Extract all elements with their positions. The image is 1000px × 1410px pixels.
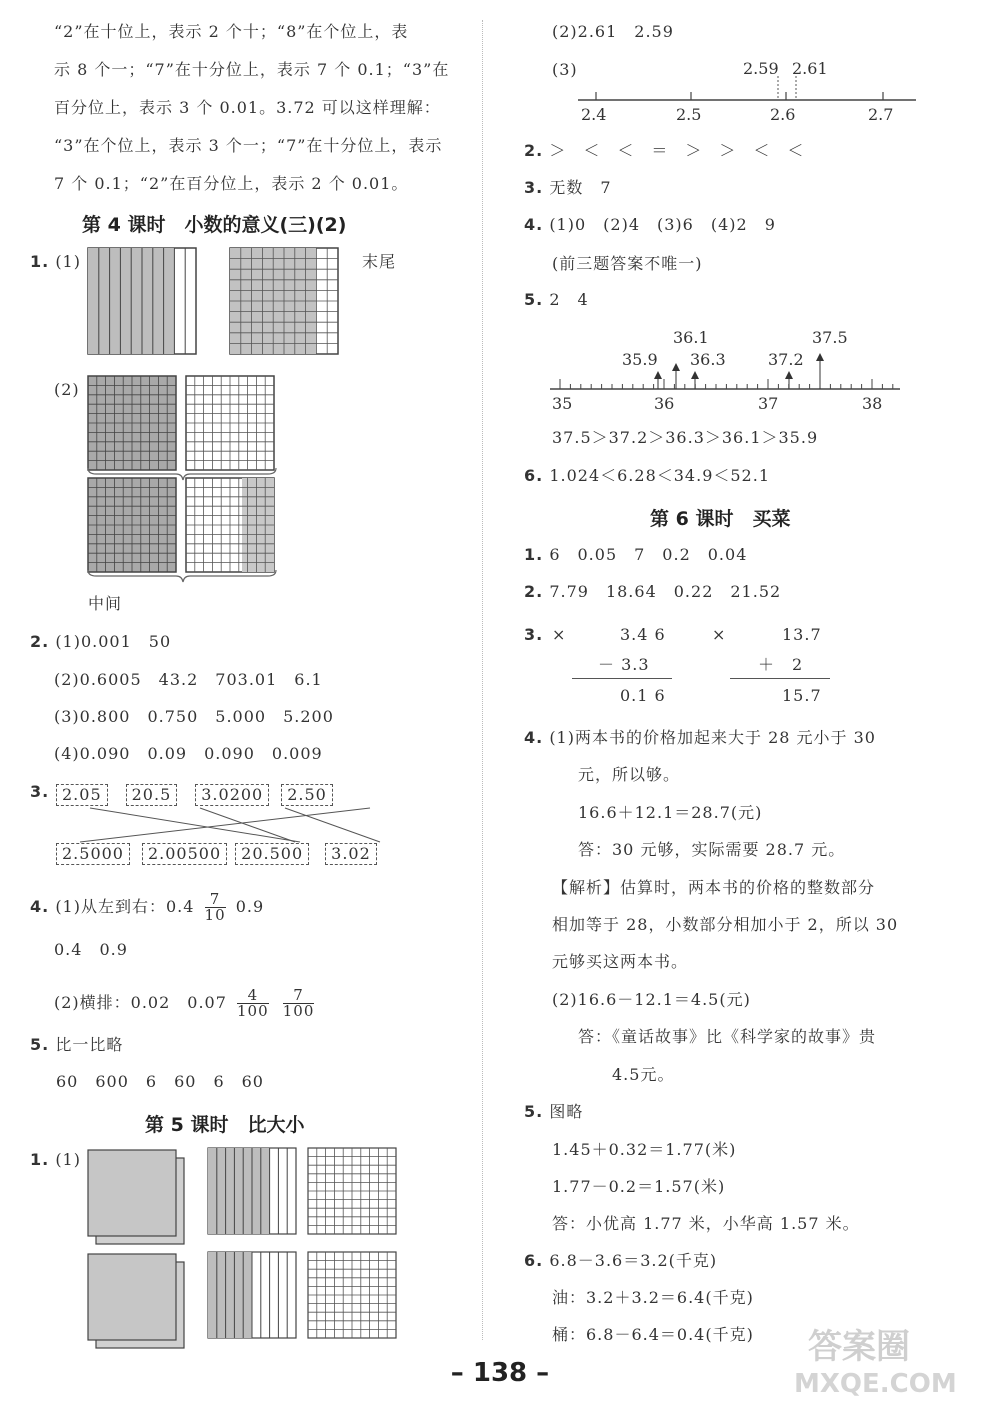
question-number: 6. xyxy=(524,1251,544,1270)
answer-line: (2)2.61 2.59 xyxy=(552,22,674,41)
answer-text: 2 4 xyxy=(549,290,589,309)
answer-line: 37.5＞37.2＞36.3＞36.1＞35.9 xyxy=(552,428,819,447)
svg-text:答案圈: 答案圈 xyxy=(808,1327,910,1367)
answer-line: 元，所以够。 xyxy=(578,765,681,784)
matching-box: 2.5000 xyxy=(56,843,130,865)
number-line-2 xyxy=(550,325,910,415)
question-number: 5. xyxy=(30,1035,50,1054)
answer-text: (1)两本书的价格加起来大于 28 元小于 30 xyxy=(549,728,876,747)
mark-label: 2.61 xyxy=(792,59,828,78)
question-number: 4. xyxy=(524,728,544,747)
answer-text: (1)0 (2)4 (3)6 (4)2 9 xyxy=(549,215,776,234)
tick-label: 2.4 xyxy=(581,105,607,124)
question-number: 2. xyxy=(30,632,50,651)
calc-operand: － 3.3 xyxy=(598,655,650,674)
answer-line: 1.45＋0.32＝1.77(米) xyxy=(552,1140,737,1159)
tick-label: 37 xyxy=(758,394,779,413)
analysis-line: 元够买这两本书。 xyxy=(552,952,689,971)
grid-hundredths-empty xyxy=(308,1148,398,1238)
answer-line: 1.77－0.2＝1.57(米) xyxy=(552,1177,726,1196)
fraction: $\frac{4}{100}$ xyxy=(237,986,269,1020)
question-number: 5. xyxy=(524,290,544,309)
answer-line: 油：3.2＋3.2＝6.4(千克) xyxy=(552,1288,754,1307)
stacked-squares-2 xyxy=(88,1254,188,1350)
calc-rule xyxy=(572,678,672,679)
calc-operand: 13.7 xyxy=(782,625,822,644)
intro-line-2: 示 8 个一；“7”在十分位上，表示 7 个 0.1；“3”在 xyxy=(54,60,450,79)
answer-text: 无数 7 xyxy=(549,178,612,197)
answer-text: 图略 xyxy=(549,1102,584,1121)
answer-text: (1)从左到右：0.4 xyxy=(55,897,195,916)
answer-line: 60 600 6 60 6 60 xyxy=(56,1072,264,1091)
note-middle: 中间 xyxy=(88,594,123,613)
lesson-4-title: 第 4 课时 小数的意义(三)(2) xyxy=(82,214,347,236)
answer-line: (3)0.800 0.750 5.000 5.200 xyxy=(54,707,334,726)
question-number: 2. xyxy=(524,582,544,601)
tick-label: 2.5 xyxy=(676,105,702,124)
answer-line: 4.5元。 xyxy=(612,1065,675,1084)
page-number: – 138 – xyxy=(450,1358,550,1388)
question-number: 3. xyxy=(524,625,544,644)
mark-label: 35.9 xyxy=(622,350,658,369)
grid-tenths-shaded xyxy=(88,248,198,356)
tick-label: 2.7 xyxy=(868,105,894,124)
matching-box: 2.00500 xyxy=(142,843,227,865)
answer-line: 答：《童话故事》比《科学家的故事》贵 xyxy=(578,1027,877,1046)
answer-line: 16.6＋12.1＝28.7(元) xyxy=(578,803,763,822)
tick-label: 36 xyxy=(654,394,675,413)
question-number: 4. xyxy=(524,215,544,234)
answer-line: 桶：6.8－6.4＝0.4(千克) xyxy=(552,1325,754,1344)
answer-note: (前三题答案不唯一) xyxy=(552,254,703,273)
answer-text: 比一比略 xyxy=(55,1035,124,1054)
grid-tenths-7 xyxy=(208,1148,298,1238)
part-label: (1) xyxy=(55,1150,81,1169)
matching-box: 2.50 xyxy=(281,784,333,806)
fraction: $\frac{7}{10}$ xyxy=(204,890,226,924)
lesson-6-title: 第 6 课时 买菜 xyxy=(650,508,791,530)
intro-line-4: “3”在个位上，表示 3 个一；“7”在十分位上，表示 xyxy=(54,136,443,155)
intro-line-1: “2”在十位上，表示 2 个十；“8”在个位上，表 xyxy=(54,22,409,41)
svg-text:MXQE.COM: MXQE.COM xyxy=(794,1369,957,1399)
lesson-5-title: 第 5 课时 比大小 xyxy=(145,1114,305,1136)
tick-label: 2.6 xyxy=(770,105,796,124)
brace-2 xyxy=(88,566,278,584)
mark-label: 2.59 xyxy=(743,59,779,78)
grid-hundredths-empty-2 xyxy=(308,1252,398,1342)
matching-box: 20.5 xyxy=(126,784,178,806)
intro-line-3: 百分位上，表示 3 个 0.01。3.72 可以这样理解： xyxy=(54,98,441,117)
matching-lines xyxy=(60,806,400,846)
intro-line-5: 7 个 0.1；“2”在百分位上，表示 2 个 0.01。 xyxy=(54,174,409,193)
calc-rule xyxy=(730,678,830,679)
part-label: (1) xyxy=(55,252,81,271)
answer-line: (2)16.6－12.1＝4.5(元) xyxy=(552,990,751,1009)
grid-a xyxy=(88,376,178,472)
question-number: 3. xyxy=(524,178,544,197)
wrong-mark: × xyxy=(712,625,727,644)
wrong-mark: × xyxy=(552,625,567,644)
analysis-line: 【解析】估算时，两本书的价格的整数部分 xyxy=(552,878,876,897)
matching-box: 2.05 xyxy=(56,784,108,806)
mark-label: 36.1 xyxy=(673,328,709,347)
watermark-logo xyxy=(790,1320,990,1400)
answer-text: 6.8－3.6＝3.2(千克) xyxy=(549,1251,718,1270)
analysis-line: 相加等于 28，小数部分相加小于 2，所以 30 xyxy=(552,915,899,934)
matching-box: 3.0200 xyxy=(195,784,269,806)
answer-text: 0.9 xyxy=(235,897,265,916)
tick-label: 38 xyxy=(862,394,883,413)
grid-hundredths-shaded xyxy=(230,248,340,356)
mark-label: 36.3 xyxy=(690,350,726,369)
grid-tenths-5 xyxy=(208,1252,298,1342)
fraction: $\frac{7}{100}$ xyxy=(282,986,315,1020)
mark-label: 37.2 xyxy=(768,350,804,369)
answer-line: 答：30 元够，实际需要 28.7 元。 xyxy=(578,840,846,859)
matching-top-row xyxy=(56,784,345,806)
matching-box: 3.02 xyxy=(325,843,377,865)
question-number: 4. xyxy=(30,897,50,916)
part-label: (3) xyxy=(552,60,578,79)
calc-operand: ＋ 2 xyxy=(758,655,804,674)
mark-label: 37.5 xyxy=(812,328,848,347)
calc-result: 15.7 xyxy=(782,686,822,705)
part-label: (2) xyxy=(54,380,80,399)
answer-text: ＞ ＜ ＜ ＝ ＞ ＞ ＜ ＜ xyxy=(549,141,805,160)
question-number: 1. xyxy=(524,545,544,564)
question-number: 5. xyxy=(524,1102,544,1121)
question-number: 1. xyxy=(30,252,50,271)
grid-c xyxy=(88,478,178,574)
answer-line: (2)0.6005 43.2 703.01 6.1 xyxy=(54,670,323,689)
answer-line: 0.4 0.9 xyxy=(54,940,128,959)
stacked-squares-1 xyxy=(88,1150,188,1246)
note-end: 末尾 xyxy=(362,252,397,271)
answer-text: 7.79 18.64 0.22 21.52 xyxy=(549,582,782,601)
tick-label: 35 xyxy=(552,394,573,413)
matching-box: 20.500 xyxy=(235,843,309,865)
question-number: 3. xyxy=(30,782,50,801)
question-number: 2. xyxy=(524,141,544,160)
answer-text: 6 0.05 7 0.2 0.04 xyxy=(549,545,748,564)
calc-result: 0.1 6 xyxy=(620,686,666,705)
column-divider xyxy=(482,20,483,1340)
answer-line: 答：小优高 1.77 米，小华高 1.57 米。 xyxy=(552,1214,860,1233)
calc-operand: 3.4 6 xyxy=(620,625,666,644)
number-line-1 xyxy=(578,56,918,126)
answer-text: (2)横排：0.02 0.07 xyxy=(54,993,227,1012)
grid-b xyxy=(186,376,276,472)
question-number: 6. xyxy=(524,466,544,485)
answer-line: (4)0.090 0.09 0.090 0.009 xyxy=(54,744,323,763)
question-number: 1. xyxy=(30,1150,50,1169)
answer-text: 1.024＜6.28＜34.9＜52.1 xyxy=(549,466,770,485)
answer-line: (1)0.001 50 xyxy=(55,632,172,651)
matching-bottom-row xyxy=(56,843,389,865)
grid-d xyxy=(186,478,276,574)
